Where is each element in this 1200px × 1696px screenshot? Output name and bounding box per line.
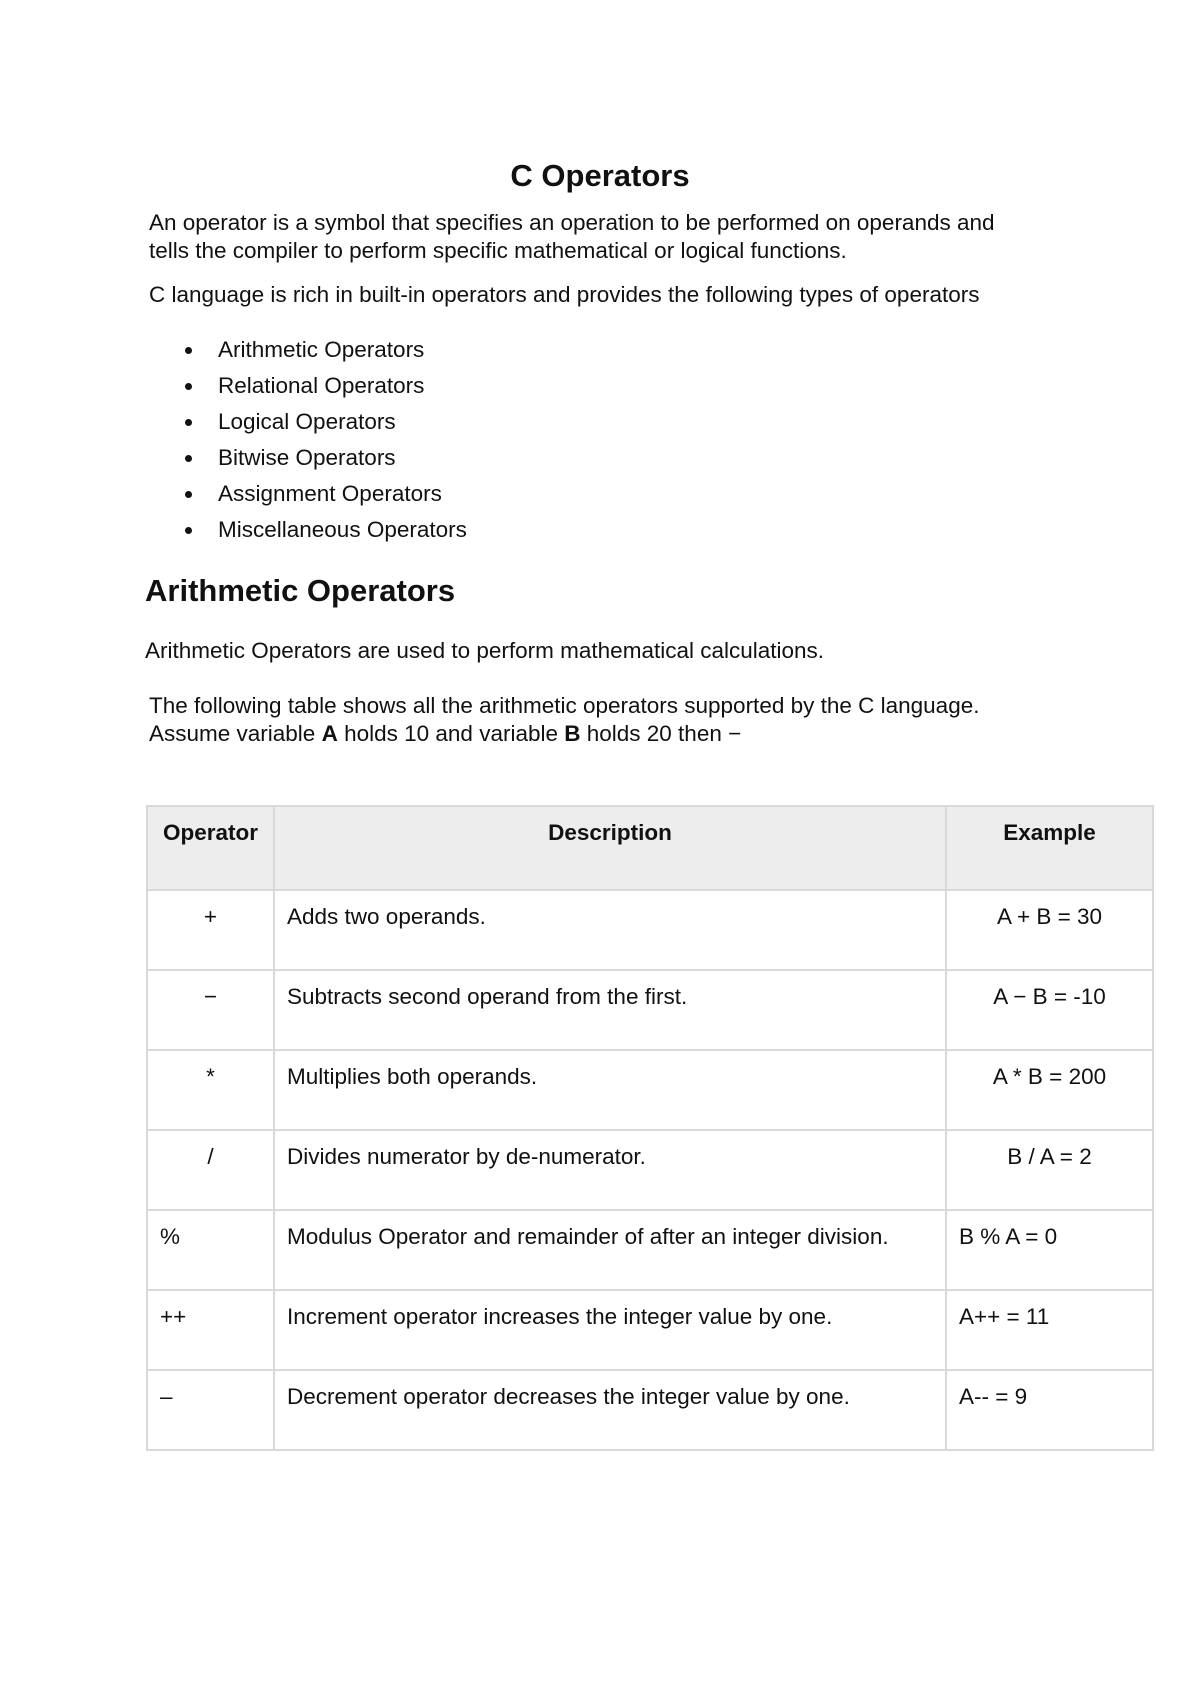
list-item-label: Arithmetic Operators <box>218 337 425 362</box>
bullet-icon <box>185 419 192 426</box>
cell-example: A * B = 200 <box>946 1050 1153 1130</box>
cell-example: A + B = 30 <box>946 890 1153 970</box>
header-description: Description <box>274 806 946 890</box>
table-row <box>147 1130 1153 1210</box>
list-item-label: Logical Operators <box>218 409 396 434</box>
cell-description: Divides numerator by de-numerator. <box>274 1130 946 1210</box>
cell-example: B % A = 0 <box>946 1210 1153 1290</box>
cell-example: B / A = 2 <box>946 1130 1153 1210</box>
list-item <box>149 444 467 480</box>
cell-operator: ++ <box>147 1290 274 1370</box>
cell-example: A++ = 11 <box>946 1290 1153 1370</box>
page-title: C Operators <box>510 158 690 193</box>
cell-description: Modulus Operator and remainder of after an integer division. <box>274 1210 946 1290</box>
table-row <box>147 1050 1153 1130</box>
table-intro-line-2 <box>149 720 1089 748</box>
list-item <box>149 336 467 372</box>
header-example: Example <box>946 806 1153 890</box>
intro-text: holds 10 and variable <box>337 721 565 746</box>
cell-example: A − B = -10 <box>946 970 1153 1050</box>
list-item-label: Miscellaneous Operators <box>218 517 467 542</box>
table-header-row <box>147 806 1153 890</box>
list-item <box>149 372 467 408</box>
variable-a: A <box>321 721 338 746</box>
cell-description: Multiplies both operands. <box>274 1050 946 1130</box>
table-row <box>147 970 1153 1050</box>
intro-line-2: tells the compiler to perform specific mathematical or logical functions. <box>149 238 847 263</box>
section-description: Arithmetic Operators are used to perform mathematical calculations. <box>145 638 825 663</box>
operator-types-list <box>149 336 467 552</box>
operator-types-intro: C language is rich in built-in operators and provides the following types of operators <box>149 282 980 307</box>
list-item-label: Bitwise Operators <box>218 445 396 470</box>
bullet-icon <box>185 455 192 462</box>
section-heading: Arithmetic Operators <box>145 573 456 608</box>
list-item-label: Assignment Operators <box>218 481 442 506</box>
cell-operator: % <box>147 1210 274 1290</box>
cell-operator: − <box>147 970 274 1050</box>
header-operator: Operator <box>147 806 274 890</box>
cell-operator: * <box>147 1050 274 1130</box>
intro-text: holds 20 then − <box>580 721 742 746</box>
list-item <box>149 516 467 552</box>
intro-text: Assume variable <box>149 721 322 746</box>
bullet-icon <box>185 383 192 390</box>
cell-description: Subtracts second operand from the first. <box>274 970 946 1050</box>
cell-operator: – <box>147 1370 274 1450</box>
list-item-label: Relational Operators <box>218 373 425 398</box>
intro-line-1: An operator is a symbol that specifies an operation to be performed on operands and <box>149 210 995 235</box>
list-item <box>149 408 467 444</box>
variable-b: B <box>564 721 581 746</box>
cell-description: Adds two operands. <box>274 890 946 970</box>
bullet-icon <box>185 347 192 354</box>
table-row <box>147 890 1153 970</box>
bullet-icon <box>185 491 192 498</box>
table-intro-paragraph <box>149 692 1089 748</box>
table-row <box>147 1210 1153 1290</box>
table-intro-line-1: The following table shows all the arithmetic operators supported by the C language. <box>149 693 980 718</box>
bullet-icon <box>185 527 192 534</box>
table-row <box>147 1370 1153 1450</box>
table-row <box>147 1290 1153 1370</box>
cell-operator: / <box>147 1130 274 1210</box>
cell-operator: + <box>147 890 274 970</box>
arithmetic-operators-table <box>146 805 1154 1451</box>
intro-paragraph <box>149 209 1089 265</box>
cell-description: Increment operator increases the integer value by one. <box>274 1290 946 1370</box>
list-item <box>149 480 467 516</box>
cell-description: Decrement operator decreases the integer value by one. <box>274 1370 946 1450</box>
cell-example: A-- = 9 <box>946 1370 1153 1450</box>
